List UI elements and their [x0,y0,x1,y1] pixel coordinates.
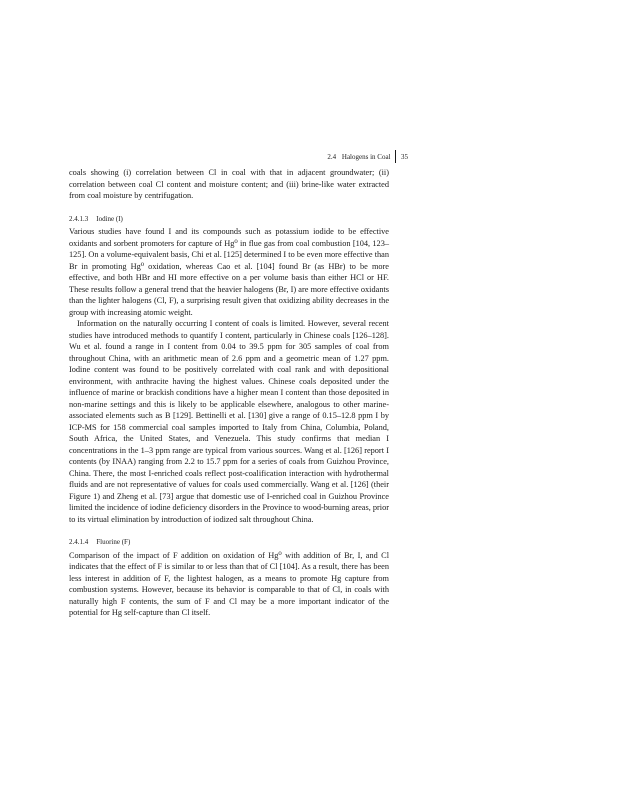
section-heading-title: Fluorine (F) [96,538,131,546]
running-head-rule [395,150,396,163]
running-head [300,150,408,163]
iodine-paragraph-1: Various studies have found I and its compounds such as potassium iodide to be effective oxidants and sorbent promoters for capture of Hg⁰ in flue gas from coal combustion [104, 123–125]. On a volume-equivalent basis, Chi et al. [125] determined I to be even more effective than Br in promoting Hg⁰ oxidation, whereas Cao et al. [104] found Br (as HBr) to be more effective, and both HBr and HI more effective on a per volume basis than either HCl or HF. These results follow a general trend that the heavier halogens (Br, I) are more effective oxidants than the lighter halogens (Cl, F), a surprising result given that oxidizing ability decreases in the group with increasing atomic weight. [69,227,389,317]
section-heading-iodine [69,214,389,226]
iodine-paragraph-2: Information on the naturally occurring I content of coals is limited. However, several recent studies have introduced methods to quantify I content, particularly in Chinese coals [126–128]. Wu et al. found a range in I content from 0.04 to 39.5 ppm for 305 samples of coal from throughout China, with an arithmetic mean of 2.6 ppm and a geometric mean of 1.27 ppm. Iodine content was found to be positively correlated with coal rank and with depositional environment, with anthracite having the highest values. Chinese coals deposited under the influence of marine or brackish conditions have a higher mean I content than those deposited in non-marine settings and this is likely to be applicable elsewhere, analogous to other marine-associated elements such as B [129]. Bettinelli et al. [130] give a range of 0.15–12.8 ppm I by ICP-MS for 158 commercial coal samples imported to Italy from China, Columbia, Poland, South Africa, the United States, and Venezuela. This study confirms that median I concentrations in the 1–3 ppm range are typical from various sources. Wang et al. [126] report I contents (by INAA) ranging from 2.2 to 15.7 ppm for a series of coals from Guizhou Province, China. There, the most I-enriched coals reflect post-coalification interaction with hydrothermal fluids and are not representative of values for coals used commercially. Wang et al. [126] (their Figure 1) and Zheng et al. [73] argue that domestic use of I-enriched coal in Guizhou Province limited the incidence of iodine deficiency disorders in the Province to wood-burning areas, prior to its virtual elimination by introduction of iodized salt throughout China. [69,319,389,524]
continuation-paragraph: coals showing (i) correlation between Cl in coal with that in adjacent groundwater; (ii) correlation between coal Cl content and moisture content; and (iii) brine-like water extracted from coal moisture by centrifugation. [69,168,389,200]
section-heading-title: Iodine (I) [96,214,123,223]
running-head-title: Halogens in Coal [341,153,391,161]
page-number: 35 [401,153,408,161]
section-heading-number: 2.4.1.4 [69,538,89,546]
section-heading-number: 2.4.1.3 [69,214,89,223]
section-heading-fluorine [69,537,389,549]
page-body [69,167,389,619]
running-head-section: 2.4 [327,153,337,161]
fluorine-paragraph-1: Comparison of the impact of F addition on oxidation of Hg⁰ with addition of Br, I, and Cl indicates that the effect of F is similar to or less than that of Cl [104]. As a result, there has been less interest in addition of F, the lightest halogen, as a means to promote Hg capture from combustion systems. However, because its behavior is comparable to that of Cl, in coals with naturally high F contents, the sum of F and Cl may be a more important indicator of the potential for Hg self-capture than Cl itself. [69,550,389,617]
